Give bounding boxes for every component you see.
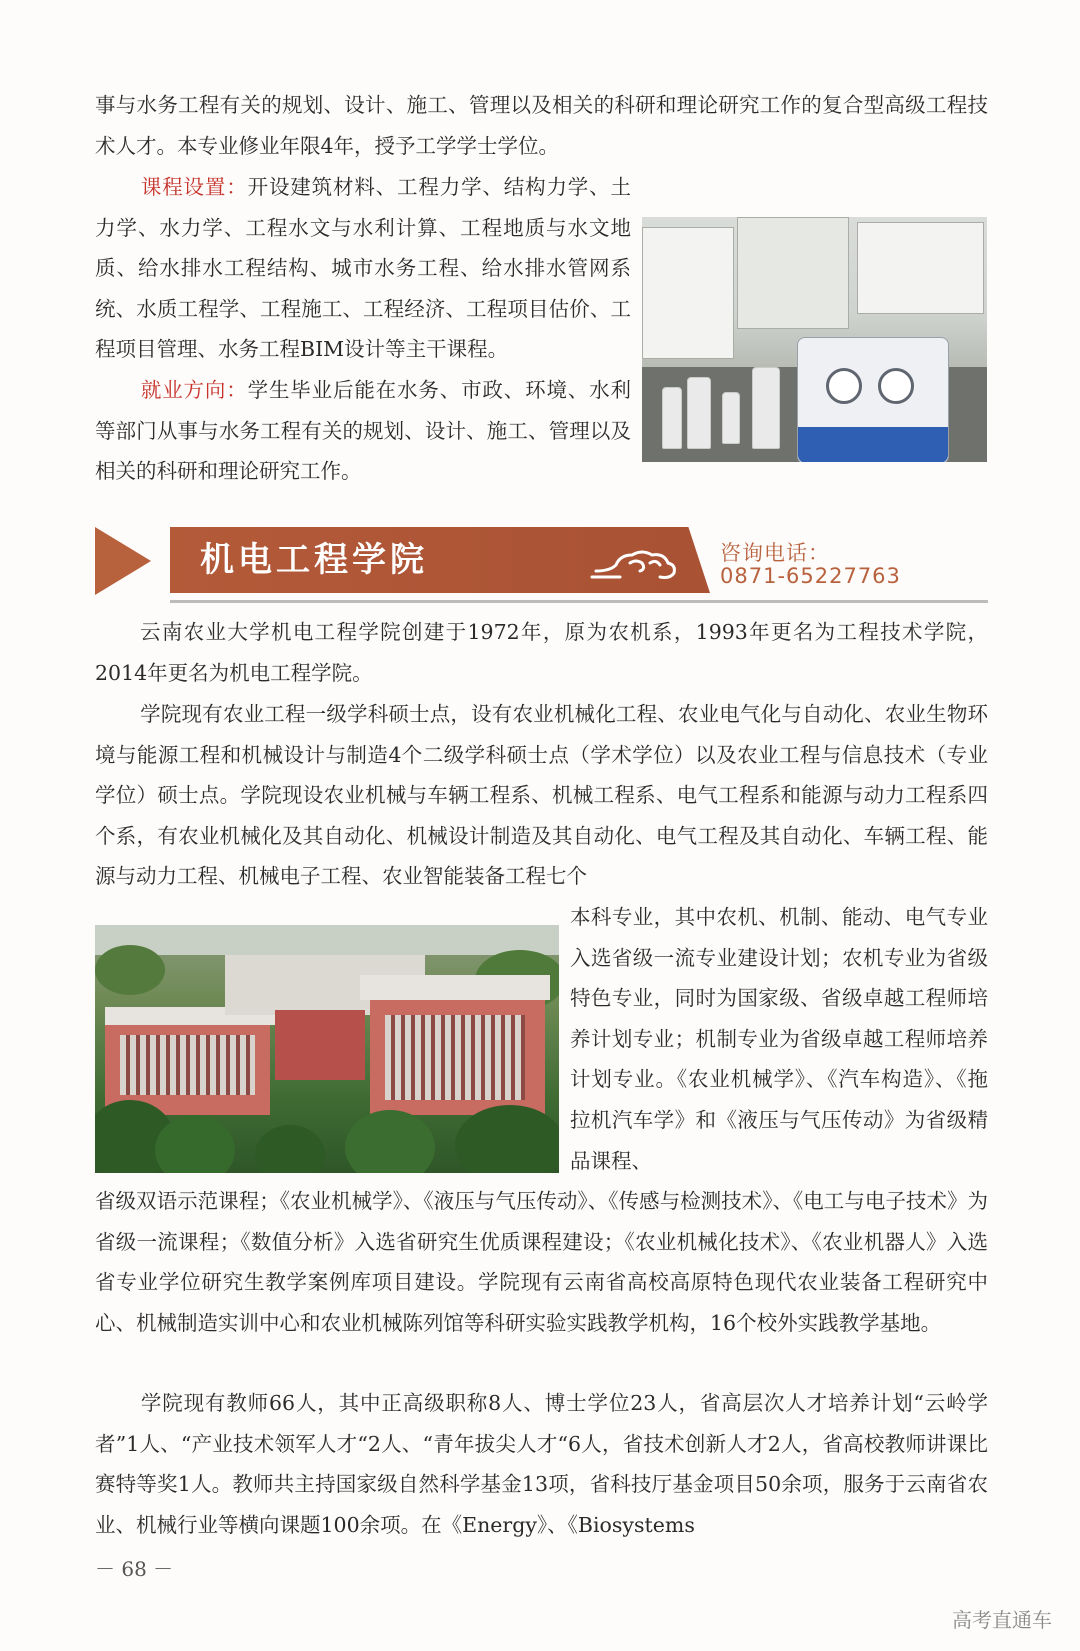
body-paragraph-2-side <box>570 897 988 1181</box>
body-p2-text: 学院现有农业工程一级学科硕士点，设有农业机械化工程、农业电气化与自动化、农业生物环境与能源工程和机械设计与制造4个二级学科硕士点（学术学位）以及农业工程与信息技术（专业学位）硕士点。学院现设农业机械与车辆工程系、机械工程系、电气工程系和能源与动力工程系四个系，有农业机械化及其自动化、机械设计制造及其自动化、电气工程及其自动化、车辆工程、能源与动力工程、机械电子工程、农业智能装备工程七个 <box>95 702 988 889</box>
consult-phone-label: 咨询电话： <box>720 541 830 565</box>
body-p3-text: 学院现有教师66人，其中正高级职称8人、博士学位23人，省高层次人才培养计划“云岭学者”1人、“产业技术领军人才“2人、“青年拔尖人才“6人，省技术创新人才2人，省高校教师讲课比赛特等奖1人。教师共主持国家级自然科学基金13项，省科技厅基金项目50余项，服务于云南省农业、机械行业等横向课题100余项。在《Energy》、《Biosystems <box>95 1391 988 1537</box>
college-building-photo <box>95 925 559 1173</box>
body-p2-side-text: 本科专业，其中农机、机制、能动、电气专业入选省级一流专业建设计划；农机专业为省级特色专业，同时为国家级、省级卓越工程师培养计划专业；机制专业为省级卓越工程师培养计划专业。《农业机械学》、《汽车构造》、《拖拉机汽车学》和《液压与气压传动》为省级精品课程、 <box>570 905 988 1173</box>
consult-phone-number[interactable]: 0871-65227763 <box>720 564 901 588</box>
section-arrow <box>95 527 151 595</box>
auspicious-cloud-icon <box>590 541 680 583</box>
courses-label-spacer: 课程设置： <box>140 175 248 199</box>
body-paragraph-2 <box>95 694 988 897</box>
watermark: 高考直通车 <box>952 1608 1052 1632</box>
laboratory-photo <box>642 217 987 462</box>
section-divider <box>170 600 988 603</box>
body-p2-cont-text: 省级双语示范课程；《农业机械学》、《液压与气压传动》、《传感与检测技术》、《电工与电子技术》为省级一流课程；《数值分析》入选省研究生优质课程建设；《农业机械化技术》、《农业机器人》入选省专业学位研究生教学案例库项目建设。学院现有云南省高校高原特色现代农业装备工程研究中心、机械制造实训中心和农业机械陈列馆等科研实验实践教学机构，16个校外实践教学基地。 <box>95 1189 988 1335</box>
intro-paragraph <box>95 85 988 166</box>
body-paragraph-2-cont <box>95 1181 988 1343</box>
body-p1-text: 云南农业大学机电工程学院创建于1972年，原为农机系，1993年更名为工程技术学院，2014年更名为机电工程学院。 <box>95 620 988 685</box>
careers-label: 就业方向： <box>140 377 248 402</box>
body-paragraph-1 <box>95 612 988 693</box>
page-number: － 68 － <box>95 1557 174 1581</box>
courses-flow-text: 开设建筑材料、工程力学、结构力学、土力学、水力学、工程水文与水利计算、工程地质与水文地质、给水排水工程结构、城市水务工程、给水排水管网系统、水质工程学、工程施工、工程经济、工程项目估价、工程项目管理、水务工程BIM设计等主干课程。 <box>95 175 632 362</box>
section-title: 机电工程学院 <box>200 540 428 580</box>
careers-text: 学生毕业后能在水务、市政、环境、水利等部门从事与水务工程有关的规划、设计、施工、管理以及相关的科研和理论研究工作。 <box>95 377 632 484</box>
body-paragraph-3 <box>95 1383 988 1545</box>
intro-text: 事与水务工程有关的规划、设计、施工、管理以及相关的科研和理论研究工作的复合型高级工程技术人才。本专业修业年限4年，授予工学学士学位。 <box>95 93 988 158</box>
